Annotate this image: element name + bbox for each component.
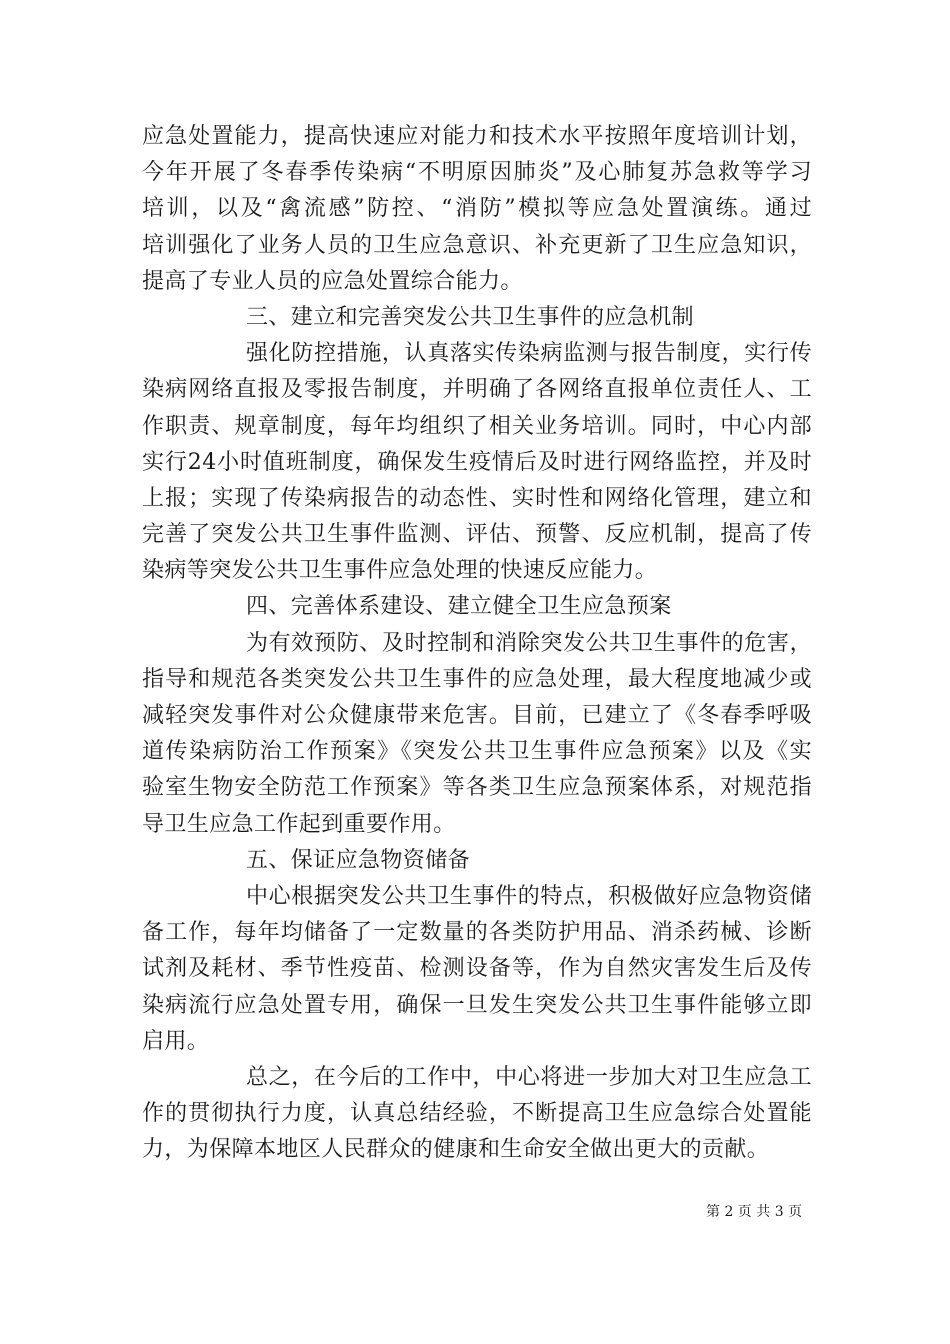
body-line: 提高了专业人员的应急处置综合能力。 (142, 268, 523, 294)
body-line: 染病流行应急处置专用，确保一旦发生突发公共卫生事件能够立即 (142, 992, 812, 1018)
body-line: 中心根据突发公共卫生事件的特点，积极做好应急物资储 (246, 883, 812, 909)
document-body (142, 119, 812, 1168)
body-line: 染病等突发公共卫生事件应急处理的快速反应能力。 (142, 558, 658, 584)
body-line: 备工作，每年均储备了一定数量的各类防护用品、消杀药械、诊断 (142, 920, 812, 946)
body-line: 今年开展了冬春季传染病“不明原因肺炎”及心肺复苏急救等学习 (142, 160, 812, 186)
section-heading-5: 五、保证应急物资储备 (246, 847, 471, 873)
body-line: 染病网络直报及零报告制度，并明确了各网络直报单位责任人、工 (142, 377, 812, 403)
body-line: 减轻突发事件对公众健康带来危害。目前，已建立了《冬春季呼吸 (142, 703, 812, 728)
body-line: 指导和规范各类突发公共卫生事件的应急处理，最大程度地减少或 (142, 666, 812, 692)
body-line: 培训强化了业务人员的卫生应急意识、补充更新了卫生应急知识， (142, 232, 812, 258)
body-line: 应急处置能力，提高快速应对能力和技术水平按照年度培训计划， (142, 124, 812, 149)
body-line: 实行24小时值班制度，确保发生疫情后及时进行网络监控，并及时 (142, 449, 812, 475)
body-line: 作的贯彻执行力度，认真总结经验，不断提高卫生应急综合处置能 (142, 1101, 812, 1127)
body-line: 道传染病防治工作预案》《突发公共卫生事件应急预案》以及《实 (142, 739, 812, 765)
body-line: 试剂及耗材、季节性疫苗、检测设备等，作为自然灾害发生后及传 (142, 956, 812, 982)
body-line: 导卫生应急工作起到重要作用。 (142, 811, 456, 837)
body-line: 完善了突发公共卫生事件监测、评估、预警、反应机制，提高了传 (142, 522, 812, 548)
body-line: 启用。 (142, 1028, 210, 1054)
body-line: 强化防控措施，认真落实传染病监测与报告制度，实行传 (246, 341, 812, 367)
page-indicator: 第 2 页 共 3 页 (706, 1204, 803, 1220)
body-line: 验室生物安全防范工作预案》等各类卫生应急预案体系，对规范指 (142, 775, 812, 801)
section-heading-4: 四、完善体系建设、建立健全卫生应急预案 (246, 594, 672, 620)
body-line: 为有效预防、及时控制和消除突发公共卫生事件的危害， (246, 630, 812, 656)
body-line: 总之，在今后的工作中，中心将进一步加大对卫生应急工 (246, 1064, 812, 1090)
body-line: 上报；实现了传染病报告的动态性、实时性和网络化管理，建立和 (142, 485, 812, 511)
body-line: 力，为保障本地区人民群众的健康和生命安全做出更大的贡献。 (142, 1137, 770, 1163)
body-line: 作职责、规章制度，每年均组织了相关业务培训。同时，中心内部 (142, 413, 812, 439)
section-heading-3: 三、建立和完善突发公共卫生事件的应急机制 (246, 304, 695, 330)
body-line: 培训，以及“禽流感”防控、“消防”模拟等应急处置演练。通过 (142, 196, 812, 222)
